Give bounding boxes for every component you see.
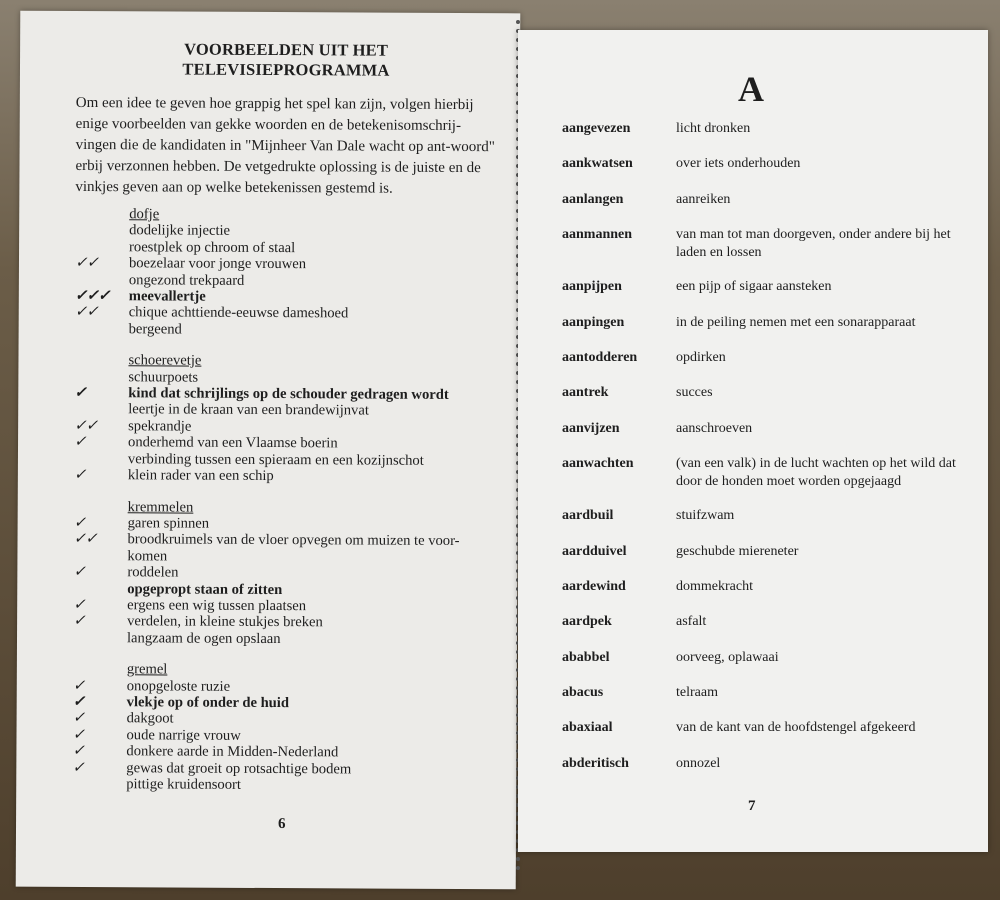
dictionary-entry (562, 649, 972, 667)
section-letter: A (738, 69, 764, 109)
dictionary-entry (562, 420, 972, 438)
meaning-text: garen spinnen (127, 515, 210, 532)
page-number-right: 7 (748, 798, 756, 814)
entry-definition: een pijp of sigaar aansteken (676, 279, 832, 295)
meaning-option (73, 630, 493, 649)
meaning-text: verdelen, in kleine stukjes breken (127, 613, 323, 631)
meaning-text: langzaam de ogen opslaan (126, 630, 281, 647)
entry-word: aangevezen (562, 121, 631, 136)
vote-checkmark-icon: ✓ (73, 596, 85, 613)
meaning-text: broodkruimels van de vloer opvegen om muizen te voor-komen (127, 531, 460, 565)
entry-word: aanmannen (562, 227, 633, 243)
entry-word: aanvijzen (562, 420, 620, 436)
meaning-text: klein rader van een schip (127, 467, 274, 485)
dictionary-entry (562, 455, 972, 491)
right-page (518, 30, 988, 852)
vote-checkmark-icon: ✓ (73, 467, 86, 484)
meaning-text: leertje in de kraan van een brandewijnvat (128, 401, 369, 419)
entry-definition: geschubde miereneter (676, 543, 799, 559)
entry-word: aanwachten (562, 456, 634, 472)
title-line-1: VOORBEELDEN UIT HET (184, 39, 389, 60)
meaning-text: boezelaar voor jonge vrouwen (128, 255, 307, 273)
left-page (16, 11, 521, 890)
binding-hole (516, 866, 520, 870)
entry-word: aardewind (562, 578, 626, 594)
meaning-text: onopgeloste ruzie (126, 677, 231, 695)
vote-checkmark-icon: ✓ (73, 514, 86, 531)
example-word: gremel (126, 661, 168, 678)
example-groups (72, 206, 495, 795)
entry-definition: (van een valk) in de lucht wachten op het wild dat door de honden moet worden opgejaagd (676, 456, 956, 490)
dictionary-entry (562, 684, 972, 702)
meaning-text: ongezond trekpaard (128, 271, 245, 289)
page-number-left: 6 (277, 816, 286, 833)
entry-word: aantrek (562, 385, 609, 401)
vote-checkmark-icon: ✓ (72, 710, 85, 727)
meaning-option (75, 321, 495, 340)
entry-definition: asfalt (676, 614, 707, 630)
dictionary-entry (562, 191, 972, 209)
meaning-text: chique achttiende-eeuwse dameshoed (128, 304, 349, 322)
entry-definition: succes (676, 385, 713, 401)
meaning-text: oude narrige vrouw (126, 727, 241, 744)
meaning-text: kind dat schrijlings op de schouder gedragen wordt (128, 385, 449, 404)
entry-word: aanpingen (562, 314, 625, 330)
entry-word: ababbel (562, 649, 610, 665)
dictionary-entries (562, 120, 972, 790)
vote-checkmark-icon: ✓✓ (74, 304, 98, 321)
vote-checkmark-icon: ✓ (74, 385, 86, 402)
dictionary-entry (562, 719, 972, 737)
meaning-text: opgepropt staan of zitten (127, 580, 283, 598)
meaning-text: meevallertje (128, 288, 206, 305)
meaning-text: ergens een wig tussen plaatsen (127, 597, 307, 615)
dictionary-entry (562, 155, 972, 173)
meaning-text: dodelijke injectie (129, 222, 231, 240)
meaning-option (73, 531, 493, 566)
vote-checkmark-icon: ✓ (72, 759, 84, 776)
entry-definition: oorveeg, oplawaai (676, 649, 779, 665)
meaning-text: donkere aarde in Midden-Nederland (126, 743, 339, 761)
vote-checkmark-icon: ✓ (73, 564, 85, 581)
entry-definition: onnozel (676, 755, 721, 771)
vote-checkmark-icon: ✓ (72, 693, 85, 711)
vote-checkmark-icon: ✓ (72, 743, 85, 760)
dictionary-entry (562, 349, 972, 367)
meaning-text: gewas dat groeit op rotsachtige bodem (126, 759, 352, 778)
vote-checkmark-icon: ✓✓✓ (74, 288, 110, 305)
entry-word: abacus (562, 685, 604, 701)
entry-definition: van de kant van de hoofdstengel afgekeerd (676, 720, 916, 736)
example-word: schoerevetje (128, 352, 202, 369)
vote-checkmark-icon: ✓✓ (73, 531, 97, 548)
meaning-text: onderhemd van een Vlaamse boerin (127, 434, 338, 452)
entry-definition: over iets onderhouden (676, 156, 801, 172)
meaning-text: roestplek op chroom of staal (129, 239, 296, 256)
example-group (73, 498, 494, 648)
meaning-text: roddelen (127, 564, 179, 581)
meaning-text: bergeend (128, 321, 182, 338)
example-group (74, 352, 495, 485)
entry-definition: in de peiling nemen met een sonarapparaat (676, 314, 916, 330)
vote-checkmark-icon: ✓✓ (74, 255, 99, 272)
title-line-2: TELEVISIEPROGRAMMA (182, 59, 390, 80)
entry-definition: telraam (676, 685, 718, 701)
dictionary-entry (562, 120, 972, 138)
meaning-text: pittige kruidensoort (126, 776, 242, 793)
vote-checkmark-icon: ✓ (72, 677, 85, 694)
dictionary-entry (562, 314, 972, 332)
binding-hole (516, 857, 520, 861)
dictionary-entry (562, 578, 972, 596)
entry-definition: licht dronken (676, 121, 751, 136)
example-word: kremmelen (127, 498, 194, 516)
intro-paragraph: Om een idee te geven hoe grappig het spel kan zijn, volgen hierbij enige voorbeelden van gekke woorden en de betekenisomschrij-vingen die de kandidaten in "Mijnheer Van Dale wacht op ant-woord" erbij verzonnen hebben. De vetgedrukte oplossing is de juiste en de vinkjes geven aan op welke betekenissen gestemd is. (75, 94, 495, 197)
dictionary-entry (562, 507, 972, 525)
dictionary-entry (562, 543, 972, 561)
entry-word: aardbuil (562, 508, 614, 524)
meaning-text: spekrandje (128, 418, 192, 435)
left-page-content (72, 39, 496, 810)
entry-word: aardpek (562, 614, 612, 630)
vote-checkmark-icon: ✓ (73, 613, 85, 630)
entry-definition: van man tot man doorgeven, onder andere bij het laden en lossen (676, 227, 951, 261)
example-group (75, 206, 496, 339)
meaning-text: dakgoot (126, 710, 174, 727)
entry-definition: dommekracht (676, 578, 753, 594)
dictionary-entry (562, 384, 972, 402)
entry-word: aardduivel (562, 543, 627, 559)
entry-definition: stuifzwam (676, 508, 735, 524)
meaning-option (72, 776, 492, 795)
vote-checkmark-icon: ✓✓ (74, 417, 98, 434)
entry-definition: aanreiken (676, 191, 731, 207)
meaning-text: vlekje op of onder de huid (126, 694, 290, 712)
entry-word: aankwatsen (562, 156, 633, 172)
example-group (72, 661, 493, 794)
entry-word: aantodderen (562, 349, 638, 365)
vote-checkmark-icon: ✓ (73, 434, 86, 451)
dictionary-entry (562, 613, 972, 631)
meaning-text: schuurpoets (128, 368, 199, 386)
meaning-option (74, 467, 494, 486)
meaning-text: verbinding tussen een spieraam en een kozijnschot (127, 450, 424, 469)
entry-word: aanpijpen (562, 279, 622, 295)
page-title (76, 39, 496, 81)
dictionary-entry (562, 226, 972, 262)
example-word: dofje (129, 206, 160, 223)
binding-hole (516, 20, 520, 24)
entry-word: abaxiaal (562, 720, 613, 736)
entry-word: aanlangen (562, 191, 624, 207)
dictionary-entry (562, 755, 972, 773)
dictionary-entry (562, 278, 972, 296)
entry-word: abderitisch (562, 755, 629, 771)
entry-definition: opdirken (676, 349, 726, 365)
vote-checkmark-icon: ✓ (72, 726, 85, 743)
entry-definition: aanschroeven (676, 420, 753, 436)
